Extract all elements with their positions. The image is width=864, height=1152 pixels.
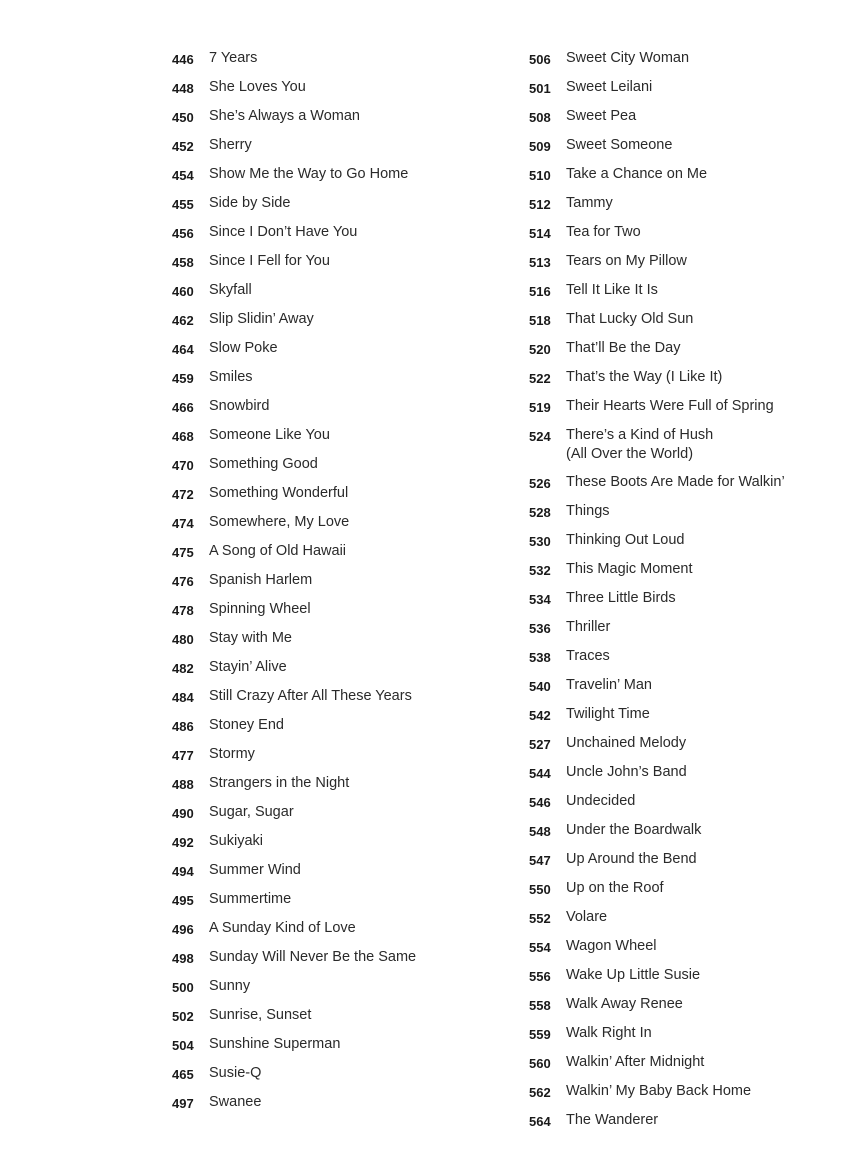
page-number: 562 [529,1085,551,1100]
page-number: 480 [172,632,194,647]
song-index-right-column [529,49,829,1140]
song-title: Summertime [209,891,292,907]
song-title: She Loves You [209,79,306,95]
song-title: Spanish Harlem [209,572,313,588]
song-entry [172,252,492,272]
song-entry [529,165,829,185]
song-title: Up on the Roof [566,880,664,896]
page-number: 544 [529,766,551,781]
page-number: 465 [172,1067,194,1082]
song-title: Uncle John’s Band [566,764,687,780]
page-number: 528 [529,505,551,520]
song-entry [172,455,492,475]
song-entry [172,310,492,330]
page-number: 484 [172,690,194,705]
song-entry [172,194,492,214]
page-number: 547 [529,853,551,868]
page-number: 542 [529,708,551,723]
song-entry [172,861,492,881]
song-entry [529,1053,829,1073]
page-number: 530 [529,534,551,549]
page-number: 464 [172,342,194,357]
song-entry [529,763,829,783]
page-number: 546 [529,795,551,810]
song-title: Sweet Pea [566,108,637,124]
song-title: Wagon Wheel [566,938,657,954]
page-number: 564 [529,1114,551,1129]
page-number: 472 [172,487,194,502]
song-title: Unchained Melody [566,735,687,751]
page-number: 478 [172,603,194,618]
page-number: 448 [172,81,194,96]
song-title: Volare [566,909,608,925]
page-number: 476 [172,574,194,589]
song-title: Walk Right In [566,1025,652,1041]
song-entry [529,908,829,928]
song-entry [172,1006,492,1026]
song-entry [172,165,492,185]
song-entry [529,705,829,725]
song-entry [529,589,829,609]
song-entry [529,676,829,696]
page-number: 497 [172,1096,194,1111]
song-entry [172,658,492,678]
song-entry [529,618,829,638]
page-number: 550 [529,882,551,897]
song-title: Tell It Like It Is [566,282,658,298]
song-entry [172,49,492,69]
song-entry [172,339,492,359]
song-title: Travelin’ Man [566,677,652,693]
song-title: Take a Chance on Me [566,166,708,182]
song-title: Sweet City Woman [566,50,690,66]
song-entry [172,223,492,243]
page-number: 468 [172,429,194,444]
song-entry [529,107,829,127]
page-number: 540 [529,679,551,694]
song-entry [172,977,492,997]
song-title: That’ll Be the Day [566,340,681,356]
song-title: Walkin’ My Baby Back Home [566,1083,752,1099]
song-entry [529,966,829,986]
page-number: 516 [529,284,551,299]
page-number: 536 [529,621,551,636]
song-title: Walk Away Renee [566,996,683,1012]
page-number: 501 [529,81,551,96]
song-entry [172,832,492,852]
page-number: 527 [529,737,551,752]
page-number: 514 [529,226,551,241]
song-title: Slow Poke [209,340,278,356]
page-number: 474 [172,516,194,531]
song-entry [172,629,492,649]
page-number: 492 [172,835,194,850]
page-number: 470 [172,458,194,473]
song-entry [172,571,492,591]
song-entry [529,339,829,359]
song-title: Walkin’ After Midnight [566,1054,705,1070]
page-number: 554 [529,940,551,955]
page-number: 518 [529,313,551,328]
page-number: 490 [172,806,194,821]
song-entry [172,107,492,127]
page-number: 482 [172,661,194,676]
page-number: 498 [172,951,194,966]
page-number: 526 [529,476,551,491]
page-number: 558 [529,998,551,1013]
song-index-left-column [172,49,492,1122]
page-number: 538 [529,650,551,665]
page-number: 506 [529,52,551,67]
song-title: Swanee [209,1094,262,1110]
page-number: 496 [172,922,194,937]
page-number: 548 [529,824,551,839]
page-number: 460 [172,284,194,299]
song-title: Sweet Leilani [566,79,653,95]
page-number: 502 [172,1009,194,1024]
song-title: Tammy [566,195,613,211]
song-title: Side by Side [209,195,291,211]
page-number: 560 [529,1056,551,1071]
song-entry [172,919,492,939]
song-entry [172,716,492,736]
song-entry [529,136,829,156]
song-title: There’s a Kind of Hush (All Over the World) [566,427,714,462]
page-number: 556 [529,969,551,984]
song-title: Still Crazy After All These Years [209,688,412,704]
song-entry [172,803,492,823]
song-title: That Lucky Old Sun [566,311,694,327]
song-title: Stayin’ Alive [209,659,287,675]
song-entry [529,1082,829,1102]
song-entry [172,426,492,446]
song-entry [172,136,492,156]
song-entry [529,78,829,98]
page-number: 450 [172,110,194,125]
page-number: 509 [529,139,551,154]
song-title: Wake Up Little Susie [566,967,701,983]
song-title: Thriller [566,619,611,635]
page-number: 459 [172,371,194,386]
song-entry [172,397,492,417]
song-title: Susie-Q [209,1065,262,1081]
song-title: Skyfall [209,282,252,298]
song-title: Sunshine Superman [209,1036,341,1052]
song-title: That’s the Way (I Like It) [566,369,723,385]
song-title: Smiles [209,369,253,385]
song-entry [172,687,492,707]
song-title: Somewhere, My Love [209,514,350,530]
song-title: Strangers in the Night [209,775,350,791]
song-entry [529,426,829,464]
song-title: Since I Fell for You [209,253,330,269]
song-title: The Wanderer [566,1112,659,1128]
song-title: Spinning Wheel [209,601,311,617]
song-entry [529,850,829,870]
page-number: 466 [172,400,194,415]
page-number: 522 [529,371,551,386]
song-title: A Sunday Kind of Love [209,920,356,936]
song-title: Traces [566,648,610,664]
song-title: Something Good [209,456,318,472]
song-entry [172,600,492,620]
page-number: 512 [529,197,551,212]
song-entry [172,1064,492,1084]
song-entry [529,1024,829,1044]
song-entry [172,542,492,562]
song-title: Stormy [209,746,255,762]
song-entry [172,78,492,98]
page-number: 495 [172,893,194,908]
song-entry [172,1093,492,1113]
song-title: Sukiyaki [209,833,263,849]
song-entry [172,745,492,765]
song-title: Sweet Someone [566,137,673,153]
song-entry [172,484,492,504]
page-number: 477 [172,748,194,763]
page-number: 510 [529,168,551,183]
song-title: Tears on My Pillow [566,253,687,269]
song-title: Thinking Out Loud [566,532,685,548]
page-number: 513 [529,255,551,270]
song-title: Sunrise, Sunset [209,1007,312,1023]
page-number: 462 [172,313,194,328]
song-entry [529,223,829,243]
page-number: 532 [529,563,551,578]
song-title: These Boots Are Made for Walkin’ [566,474,785,490]
song-title: Snowbird [209,398,270,414]
page-number: 504 [172,1038,194,1053]
page-number: 446 [172,52,194,67]
page-number: 552 [529,911,551,926]
song-title: Slip Slidin’ Away [209,311,314,327]
song-title: Under the Boardwalk [566,822,702,838]
song-title: She’s Always a Woman [209,108,360,124]
page-number: 475 [172,545,194,560]
song-title: Something Wonderful [209,485,349,501]
song-entry [172,948,492,968]
song-title: Sugar, Sugar [209,804,294,820]
song-title: Sunny [209,978,251,994]
song-title: This Magic Moment [566,561,693,577]
song-title: Undecided [566,793,636,809]
song-title: A Song of Old Hawaii [209,543,347,559]
song-entry [529,252,829,272]
song-title: Someone Like You [209,427,330,443]
song-entry [529,995,829,1015]
song-title: Three Little Birds [566,590,676,606]
page-number: 486 [172,719,194,734]
page-number: 500 [172,980,194,995]
song-entry [529,49,829,69]
song-entry [172,513,492,533]
song-title: Twilight Time [566,706,650,722]
page-number: 519 [529,400,551,415]
page-number: 456 [172,226,194,241]
song-entry [529,792,829,812]
song-entry [529,397,829,417]
song-title: Things [566,503,610,519]
song-entry [172,890,492,910]
page-number: 520 [529,342,551,357]
song-title: Their Hearts Were Full of Spring [566,398,774,414]
page-number: 458 [172,255,194,270]
song-entry [529,879,829,899]
song-entry [172,1035,492,1055]
page-number: 508 [529,110,551,125]
song-entry [529,531,829,551]
song-entry [529,937,829,957]
song-title: Tea for Two [566,224,641,240]
song-entry [529,281,829,301]
page-number: 452 [172,139,194,154]
song-entry [529,734,829,754]
page-number: 559 [529,1027,551,1042]
song-entry [172,281,492,301]
song-entry [529,310,829,330]
song-entry [172,774,492,794]
page-number: 455 [172,197,194,212]
song-title: Show Me the Way to Go Home [209,166,409,182]
song-entry [529,368,829,388]
song-title: Up Around the Bend [566,851,697,867]
song-entry [529,502,829,522]
song-title: Stoney End [209,717,284,733]
song-title: Sherry [209,137,252,153]
song-title: Stay with Me [209,630,292,646]
page-number: 494 [172,864,194,879]
song-entry [529,194,829,214]
song-entry [172,368,492,388]
song-title: 7 Years [209,50,258,66]
page-number: 534 [529,592,551,607]
page-number: 524 [529,429,551,444]
page-number: 488 [172,777,194,792]
song-entry [529,1111,829,1131]
song-title: Summer Wind [209,862,301,878]
song-entry [529,473,829,493]
song-entry [529,560,829,580]
song-entry [529,647,829,667]
page-number: 454 [172,168,194,183]
song-entry [529,821,829,841]
song-title: Since I Don’t Have You [209,224,358,240]
song-title: Sunday Will Never Be the Same [209,949,417,965]
